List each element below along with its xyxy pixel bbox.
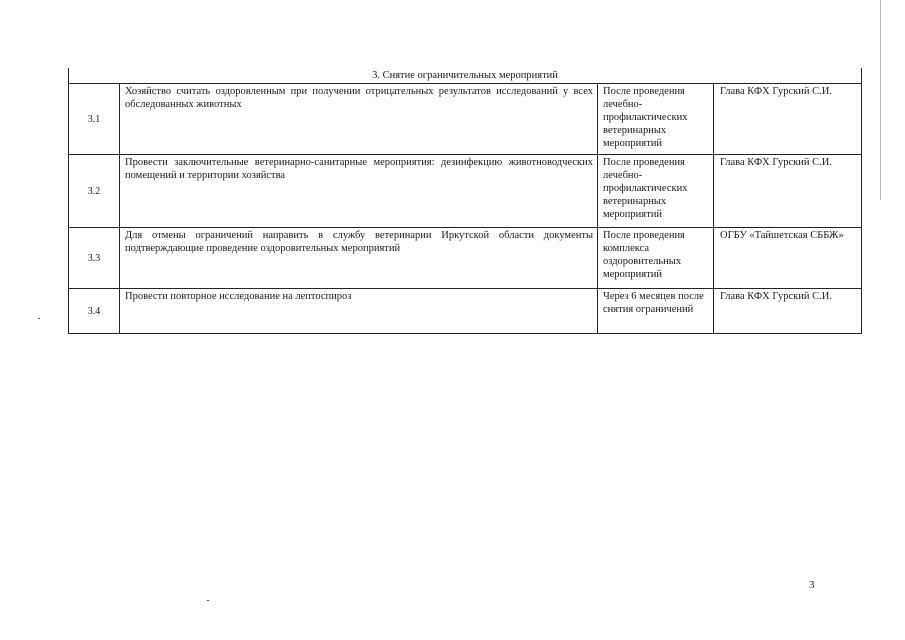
row-number: 3.2 <box>69 155 120 228</box>
term-cell: После проведения лечебно-профилактических ветеринарных мероприятий <box>598 155 714 228</box>
section-title: 3. Снятие ограничительных мероприятий <box>69 68 862 84</box>
page-number: 3 <box>809 579 815 591</box>
row-number: 3.1 <box>69 84 120 155</box>
responsible-cell: ОГБУ «Тайшетская СББЖ» <box>714 228 862 289</box>
action-cell: Провести повторное исследование на лептоспироз <box>120 289 598 334</box>
scan-speck <box>207 600 209 601</box>
table-row <box>69 84 862 155</box>
responsible-cell: Глава КФХ Гурский С.И. <box>714 289 862 334</box>
section-header-row <box>69 68 862 84</box>
table-row <box>69 289 862 334</box>
responsible-cell: Глава КФХ Гурский С.И. <box>714 155 862 228</box>
action-cell: Для отмены ограничений направить в службу ветеринарии Иркутской области документы подтверждающие проведение оздоровительных мероприятий <box>120 228 598 289</box>
row-number: 3.4 <box>69 289 120 334</box>
action-cell: Хозяйство считать оздоровленным при получении отрицательных результатов исследований у всех обследованных животных <box>120 84 598 155</box>
table-row <box>69 155 862 228</box>
term-cell: После проведения лечебно-профилактических ветеринарных мероприятий <box>598 84 714 155</box>
term-cell: После проведения комплекса оздоровительных мероприятий <box>598 228 714 289</box>
row-number: 3.3 <box>69 228 120 289</box>
action-cell: Провести заключительные ветеринарно-санитарные мероприятия: дезинфекцию животноводческих помещений и территории хозяйства <box>120 155 598 228</box>
measures-table <box>68 68 862 334</box>
responsible-cell: Глава КФХ Гурский С.И. <box>714 84 862 155</box>
scan-edge-line <box>880 0 881 200</box>
table-row <box>69 228 862 289</box>
scan-speck <box>38 318 40 319</box>
term-cell: Через 6 месяцев после снятия ограничений <box>598 289 714 334</box>
